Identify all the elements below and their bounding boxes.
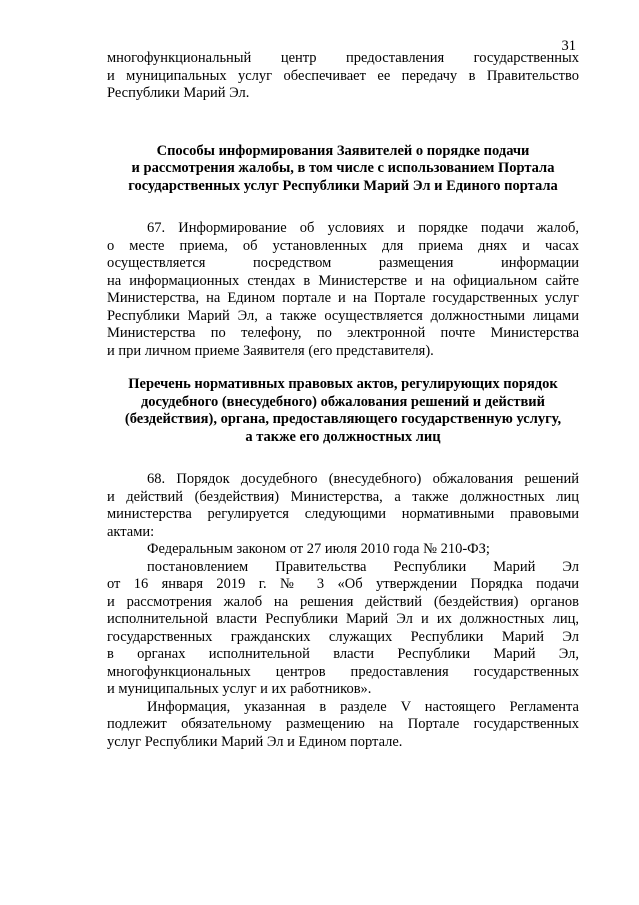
text-line: государственных гражданских служащих Республики Марий Эл bbox=[107, 628, 579, 645]
text-line: от 16 января 2019 г. № 3 «Об утверждении Порядка подачи bbox=[107, 576, 579, 592]
heading-line: досудебного (внесудебного) обжалования решений и действий bbox=[140, 393, 546, 410]
page-number: 31 bbox=[561, 38, 576, 54]
text-line: многофункциональный центр предоставления государственных bbox=[107, 50, 579, 66]
text-line: Информация, указанная в разделе V настоящего Регламента bbox=[147, 698, 579, 715]
text-line: и действий (бездействия) Министерства, а также должностных лиц bbox=[107, 488, 579, 505]
heading-line: а также его должностных лиц bbox=[245, 428, 441, 445]
text-line: министерства регулируется следующими нормативными правовыми bbox=[107, 506, 579, 522]
text-line: Министерства, на Едином портале и на Портале государственных услуг bbox=[107, 290, 579, 306]
text-line: Федеральным законом от 27 июля 2010 года № 210-ФЗ; bbox=[147, 541, 490, 557]
document-body bbox=[107, 50, 579, 751]
heading-line: Перечень нормативных правовых актов, регулирующих порядок bbox=[128, 376, 558, 392]
text-line: Республики Марий Эл, а также осуществляется должностными лицами bbox=[107, 307, 579, 324]
text-line: Республики Марий Эл. bbox=[107, 85, 250, 101]
heading-line: (бездействия), органа, предоставляющего государственную услугу, bbox=[124, 411, 562, 427]
heading-line: и рассмотрения жалобы, в том числе с использованием Портала bbox=[131, 160, 555, 176]
text-line: 67. Информирование об условиях и порядке подачи жалоб, bbox=[147, 220, 579, 236]
information-paragraph bbox=[107, 699, 579, 752]
heading-line: государственных услуг Республики Марий Эл и Единого портала bbox=[128, 177, 558, 194]
text-line: Министерства по телефону, по электронной почте Министерства bbox=[107, 325, 579, 341]
text-line: многофункциональных центров предоставления государственных bbox=[107, 663, 579, 680]
heading-line: Способы информирования Заявителей о порядке подачи bbox=[156, 142, 530, 159]
paragraph-67 bbox=[107, 220, 579, 360]
federal-law-item bbox=[107, 541, 579, 559]
paragraph-68 bbox=[107, 471, 579, 541]
intro-paragraph bbox=[107, 50, 579, 103]
text-line: подлежит обязательному размещению на Портале государственных bbox=[107, 716, 579, 732]
section-heading-legal-acts bbox=[107, 376, 579, 446]
text-line: исполнительной власти Республики Марий Эл и их должностных лиц, bbox=[107, 611, 579, 627]
text-line: о месте приема, об установленных для приема днях и часах bbox=[107, 237, 579, 254]
section-heading-complaint-info bbox=[107, 143, 579, 196]
text-line: и муниципальных услуг обеспечивает ее передачу в Правительство bbox=[107, 67, 579, 84]
text-line: осуществляется посредством размещения информации bbox=[107, 255, 579, 271]
text-line: постановлением Правительства Республики Марий Эл bbox=[147, 558, 579, 575]
text-line: актами: bbox=[107, 523, 155, 540]
text-line: в органах исполнительной власти Республики Марий Эл, bbox=[107, 646, 579, 662]
text-line: на информационных стендах в Министерстве и на официальном сайте bbox=[107, 272, 579, 289]
text-line: и муниципальных услуг и их работников». bbox=[107, 681, 372, 697]
text-line: 68. Порядок досудебного (внесудебного) обжалования решений bbox=[147, 471, 579, 487]
text-line: и рассмотрения жалоб на решения действий (бездействия) органов bbox=[107, 593, 579, 610]
decree-item bbox=[107, 559, 579, 699]
text-line: услуг Республики Марий Эл и Едином портале. bbox=[107, 733, 403, 750]
text-line: и при личном приеме Заявителя (его представителя). bbox=[107, 342, 434, 359]
